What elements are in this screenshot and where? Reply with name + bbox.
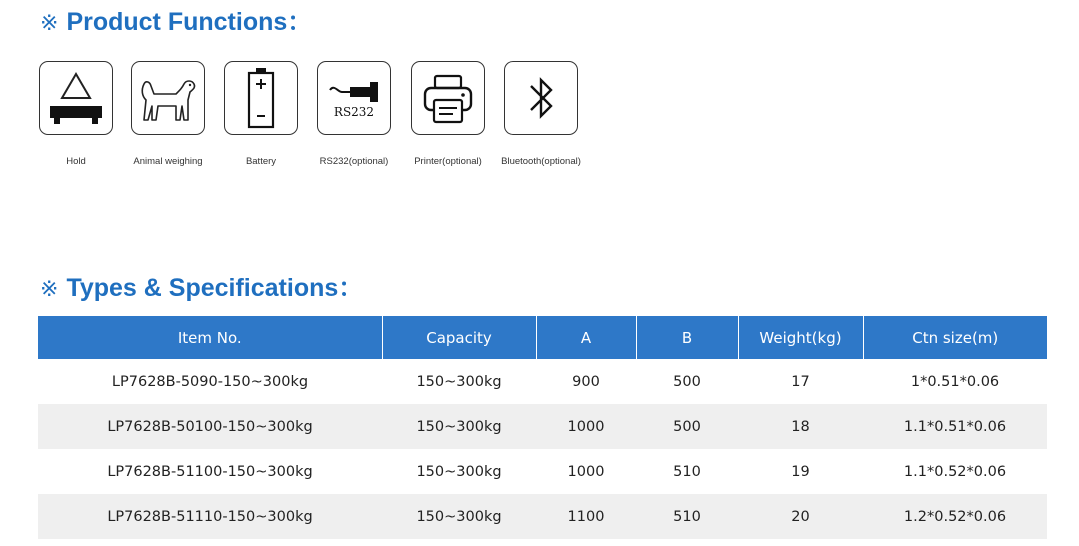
table-cell: 1000 xyxy=(536,404,636,449)
function-item-rs232 xyxy=(314,61,394,167)
function-label: Animal weighing xyxy=(133,156,203,167)
column-header: Ctn size(m) xyxy=(863,316,1047,359)
table-row xyxy=(38,359,1047,404)
column-header: Weight(kg) xyxy=(738,316,863,359)
table-cell: 1.1*0.51*0.06 xyxy=(863,404,1047,449)
function-item-bluetooth xyxy=(501,61,581,167)
function-label: Printer(optional) xyxy=(414,156,482,167)
rs232-icon-text: RS232 xyxy=(333,105,375,119)
table-cell: 150~300kg xyxy=(382,494,536,539)
reference-mark: ※ xyxy=(40,10,59,35)
specifications-table xyxy=(38,316,1047,539)
table-row xyxy=(38,494,1047,539)
function-item-printer xyxy=(408,61,488,167)
function-item-animal-weighing xyxy=(128,61,208,167)
table-cell: 19 xyxy=(791,463,810,480)
function-icons xyxy=(36,61,596,171)
function-item-hold xyxy=(36,61,116,167)
table-cell: 510 xyxy=(636,494,738,539)
column-header: A xyxy=(536,316,636,359)
dog-icon xyxy=(131,61,205,135)
rs232-icon xyxy=(317,61,391,135)
reference-mark: ※ xyxy=(40,276,59,301)
types-specs-title xyxy=(40,268,363,304)
table-cell: 17 xyxy=(791,373,810,390)
types-specs-title-text: Types & Specifications： xyxy=(66,274,364,302)
table-cell: LP7628B-50100-150~300kg xyxy=(38,404,382,449)
bluetooth-icon xyxy=(504,61,578,135)
product-functions-title xyxy=(40,2,312,38)
table-row xyxy=(38,404,1047,449)
table-cell: 900 xyxy=(572,373,600,390)
printer-icon xyxy=(411,61,485,135)
table-cell: 150~300kg xyxy=(382,404,536,449)
table-cell: 150~300kg xyxy=(416,373,502,390)
function-label: Bluetooth(optional) xyxy=(501,156,581,167)
table-cell: 500 xyxy=(636,404,738,449)
function-label: Hold xyxy=(66,156,86,167)
table-header-row xyxy=(38,316,1047,359)
table-cell: 1.1*0.52*0.06 xyxy=(903,463,1007,480)
table-row xyxy=(38,449,1047,494)
hold-icon xyxy=(39,61,113,135)
table-cell: LP7628B-51110-150~300kg xyxy=(38,494,382,539)
table-cell: 510 xyxy=(673,463,701,480)
table-cell: 1000 xyxy=(567,463,605,480)
table-cell: 20 xyxy=(738,494,863,539)
table-cell: LP7628B-51100-150~300kg xyxy=(107,463,313,480)
table-cell: 1100 xyxy=(536,494,636,539)
function-label: Battery xyxy=(245,156,277,167)
column-header: Capacity xyxy=(382,316,536,359)
table-cell: 1.2*0.52*0.06 xyxy=(863,494,1047,539)
column-header: B xyxy=(636,316,738,359)
function-item-battery xyxy=(221,61,301,167)
function-label: RS232(optional) xyxy=(319,156,389,167)
product-functions-title-text: Product Functions： xyxy=(66,8,313,36)
table-cell: 1*0.51*0.06 xyxy=(910,373,1000,390)
table-cell: 500 xyxy=(673,373,701,390)
column-header: Item No. xyxy=(38,316,382,359)
table-cell: 18 xyxy=(738,404,863,449)
battery-icon xyxy=(224,61,298,135)
table-cell: LP7628B-5090-150~300kg xyxy=(111,373,309,390)
table-cell: 150~300kg xyxy=(416,463,502,480)
